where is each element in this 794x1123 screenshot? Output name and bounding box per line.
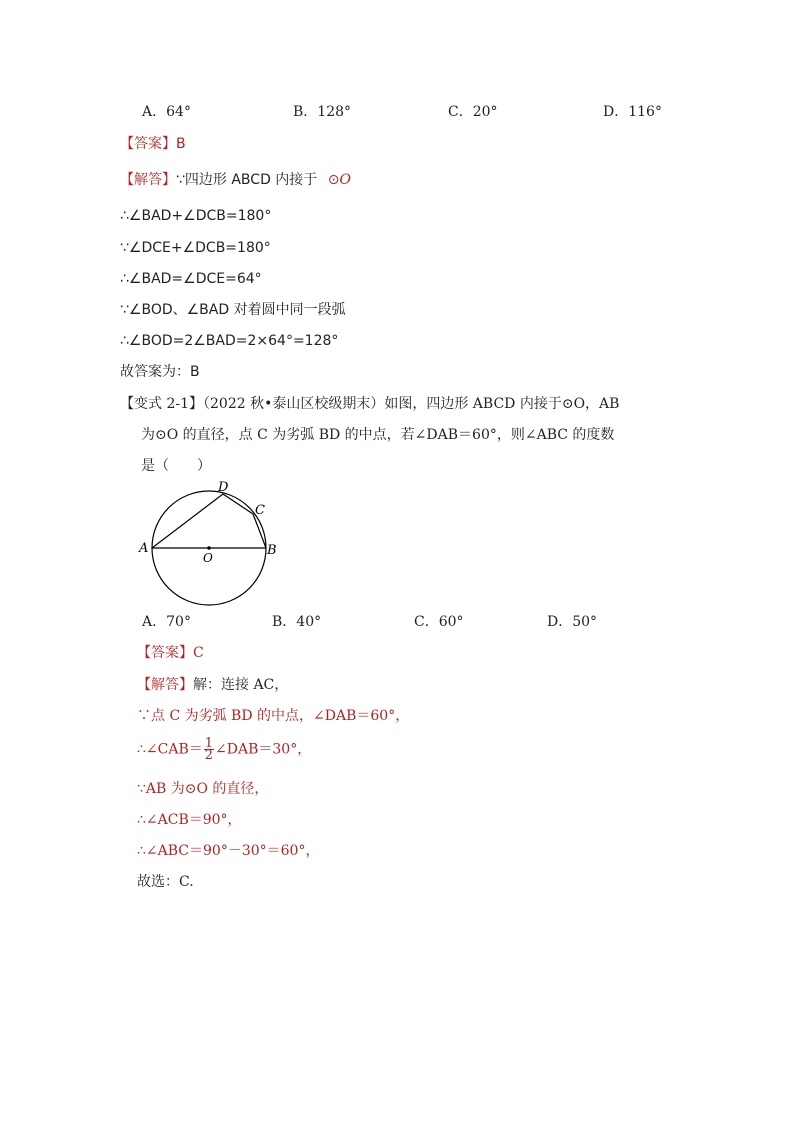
label-c: C (255, 503, 265, 518)
q2-conclusion: 故选：C. (137, 874, 194, 890)
q2-step-2: ∴∠CAB＝ $\frac{1}{2}$ ∠DAB＝30°， (137, 736, 312, 763)
q1-solution-tag: 【解答】 (120, 172, 176, 188)
q1-option-d: D．116° (603, 104, 662, 120)
q2-step-5: ∴∠ABC＝90°－30°＝60°， (137, 843, 320, 859)
q1-option-b: B．128° (293, 104, 352, 120)
q1-option-a: A．64° (142, 104, 191, 120)
circle-figure (136, 478, 286, 610)
label-o: O (203, 551, 213, 565)
q2-stem-line-1 (120, 395, 619, 413)
q2-solution-tag: 【解答】 (137, 677, 193, 693)
q1-step-2: ∵∠DCE+∠DCB=180° (120, 240, 271, 256)
label-a: A (139, 541, 149, 556)
q1-answer-tag: 【答案】 (120, 136, 176, 152)
q2-solution-intro: 解：连接 AC， (193, 677, 289, 693)
q2-step-4: ∴∠ACB＝90°， (137, 812, 242, 828)
q2-stem-line-2: 为⊙O 的直径，点 C 为劣弧 BD 的中点，若∠DAB＝60°，则∠ABC 的度数 (141, 427, 615, 443)
q2-solution-line (137, 676, 288, 694)
chord-dc (223, 494, 253, 514)
q1-solution-line (120, 171, 351, 189)
q2-option-b: B．40° (272, 614, 322, 630)
q1-step-3: ∴∠BAD=∠DCE=64° (120, 271, 262, 287)
label-b: B (267, 543, 277, 558)
q2-step-3: ∵AB 为⊙O 的直径， (137, 781, 269, 797)
q2-stem-line-3: 是（ ） (141, 458, 211, 474)
circle-o-symbol: ⊙O (327, 172, 351, 188)
fraction-one-half: $\frac{1}{2}$ (204, 736, 214, 763)
q1-solution-intro: ∵四边形 ABCD 内接于 (176, 172, 318, 188)
q1-answer-value: B (176, 136, 186, 152)
q1-step-1: ∴∠BAD+∠DCB=180° (120, 208, 272, 224)
q1-step-5: ∴∠BOD=2∠BAD=2×64°=128° (120, 333, 339, 349)
q2-option-c: C．60° (414, 614, 464, 630)
q1-conclusion: 故答案为：B (120, 364, 200, 380)
q2-option-a: A．70° (142, 614, 191, 630)
label-d: D (218, 480, 229, 495)
chord-ad (152, 494, 223, 548)
q2-answer-tag: 【答案】 (137, 645, 193, 661)
q2-answer-line (137, 644, 204, 662)
q1-option-c: C．20° (448, 104, 498, 120)
q1-step-4: ∵∠BOD、∠BAD 对着圆中同一段弧 (120, 302, 346, 318)
q2-tag: 【变式 2-1】 (120, 396, 203, 412)
chord-cb (253, 514, 266, 548)
q2-source: （2022 秋•泰山区校级期末） (203, 396, 385, 412)
q2-option-d: D．50° (547, 614, 598, 630)
q2-stem-text-1: 如图，四边形 ABCD 内接于⊙O，AB (384, 396, 620, 412)
q2-step-1: ∵点 C 为劣弧 BD 的中点，∠DAB＝60°， (137, 708, 410, 724)
center-point (207, 546, 211, 550)
q2-answer-value: C (193, 645, 204, 661)
q1-answer-line (120, 135, 186, 153)
